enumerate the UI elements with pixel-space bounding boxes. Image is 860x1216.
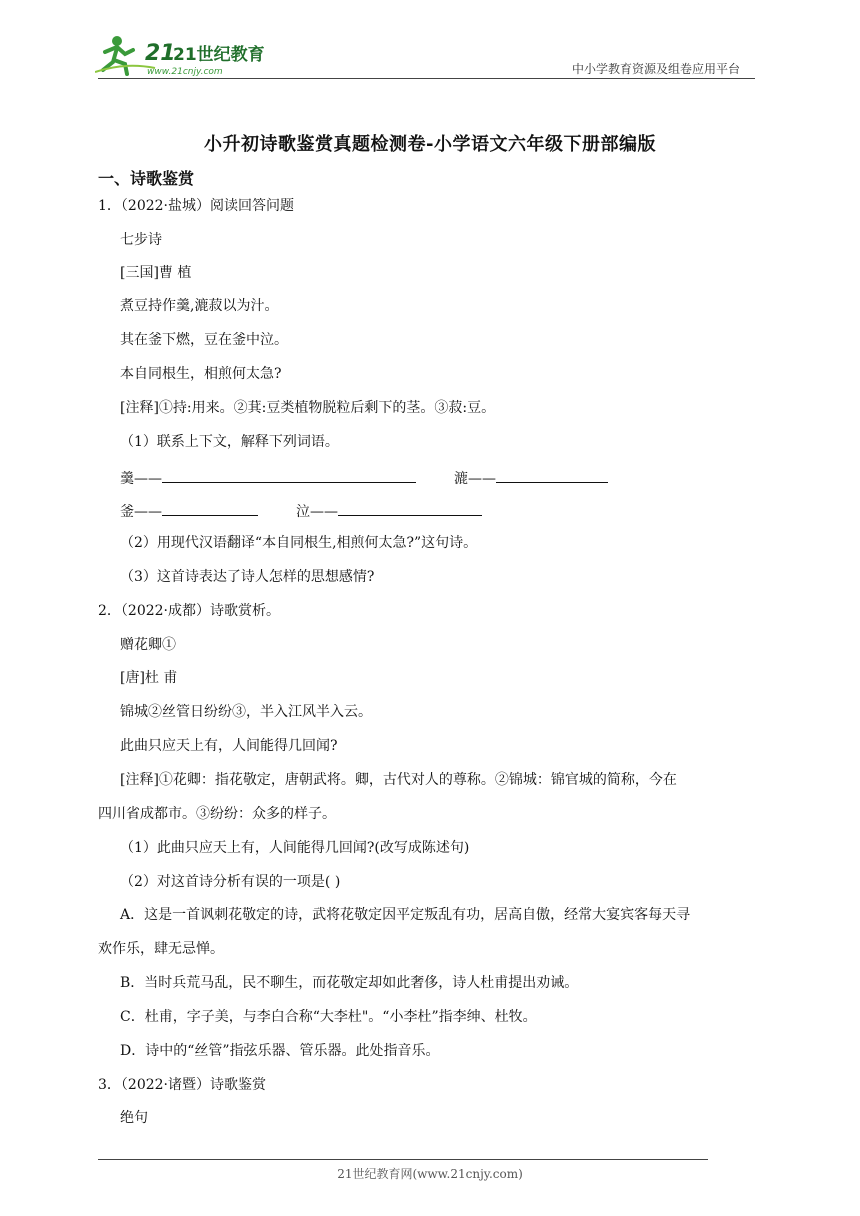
svg-text:21世纪教育: 21世纪教育	[173, 45, 265, 65]
q1-poem-line-3: 本自同根生，相煎何太急?	[120, 366, 282, 382]
q2-subquestion-1: （1）此曲只应天上有，人间能得几回闻?(改写成陈述句)	[120, 840, 470, 856]
q2-poem-line-1: 锦城②丝管日纷纷③，半入江风半入云。	[120, 704, 372, 720]
q2-notes-line-1: [注释]①花卿：指花敬定，唐朝武将。卿，古代对人的尊称。②锦城：锦官城的简称，今在	[120, 772, 677, 788]
q2-poem-title: 赠花卿①	[120, 637, 176, 653]
q1-poem-line-1: 煮豆持作羹,漉菽以为汁。	[120, 298, 279, 314]
q2-option-b[interactable]: B．当时兵荒马乱，民不聊生，而花敬定却如此奢侈，诗人杜甫提出劝诫。	[120, 975, 579, 991]
word-label: 羹——	[120, 471, 162, 487]
q1-notes: [注释]①持:用来。②萁:豆类植物脱粒后剩下的茎。③菽:豆。	[120, 400, 496, 416]
answer-blank[interactable]	[162, 468, 416, 483]
q2-option-d[interactable]: D．诗中的“丝管”指弦乐器、管乐器。此处指音乐。	[120, 1043, 440, 1059]
question-2-stem: 2．（2022·成都）诗歌赏析。	[98, 603, 280, 619]
runner-logo-icon	[95, 32, 265, 78]
q2-option-a-line-1[interactable]: A．这是一首讽刺花敬定的诗，武将花敬定因平定叛乱有功，居高自傲，经常大宴宾客每天寻	[120, 907, 691, 923]
q1-poem-title: 七步诗	[120, 232, 162, 248]
answer-blank[interactable]	[496, 468, 608, 483]
q2-subquestion-2: （2）对这首诗分析有误的一项是( )	[120, 874, 341, 890]
svg-text:www.21cnjy.com: www.21cnjy.com	[147, 67, 223, 77]
q1-word-blank-fu[interactable]	[120, 501, 258, 521]
site-logo	[95, 32, 265, 78]
question-1-stem: 1．（2022·盐城）阅读回答问题	[98, 198, 294, 214]
q3-poem-title: 绝句	[120, 1110, 148, 1126]
q2-option-a-line-2[interactable]: 欢作乐，肆无忌惮。	[98, 941, 224, 957]
q1-word-blank-qi[interactable]	[296, 501, 482, 521]
footer-site-link[interactable]: 21世纪教育网(www.21cnjy.com)	[337, 1167, 523, 1181]
q1-poem-line-2: 其在釜下燃，豆在釜中泣。	[120, 332, 288, 348]
q1-subquestion-1: （1）联系上下文，解释下列词语。	[120, 434, 339, 450]
answer-blank[interactable]	[162, 501, 258, 516]
q1-poem-author: [三国]曹 植	[120, 265, 192, 281]
word-label: 漉——	[454, 471, 496, 487]
header-platform-text: 中小学教育资源及组卷应用平台	[572, 62, 741, 76]
q2-poem-line-2: 此曲只应天上有，人间能得几回闻?	[120, 738, 338, 754]
svg-text:21: 21	[145, 41, 176, 66]
q2-option-c[interactable]: C．杜甫，字子美，与李白合称“大李杜"。“小李杜”指李绅、杜牧。	[120, 1009, 537, 1025]
q1-subquestion-2: （2）用现代汉语翻译“本自同根生,相煎何太急?”这句诗。	[120, 535, 478, 551]
q1-subquestion-3: （3）这首诗表达了诗人怎样的思想感情?	[120, 569, 375, 585]
word-label: 泣——	[296, 504, 338, 520]
section-heading: 一、诗歌鉴赏	[98, 169, 195, 188]
footer-divider	[98, 1159, 708, 1160]
word-label: 釜——	[120, 504, 162, 520]
question-3-stem: 3．（2022·诸暨）诗歌鉴赏	[98, 1077, 266, 1093]
answer-blank[interactable]	[338, 501, 482, 516]
q2-poem-author: [唐]杜 甫	[120, 670, 178, 686]
q2-notes-line-2: 四川省成都市。③纷纷：众多的样子。	[98, 806, 336, 822]
page-title: 小升初诗歌鉴赏真题检测卷-小学语文六年级下册部编版	[204, 134, 656, 155]
q1-word-blank-geng[interactable]	[120, 468, 416, 488]
header-divider	[98, 78, 755, 79]
q1-word-blank-lu[interactable]	[454, 468, 608, 488]
